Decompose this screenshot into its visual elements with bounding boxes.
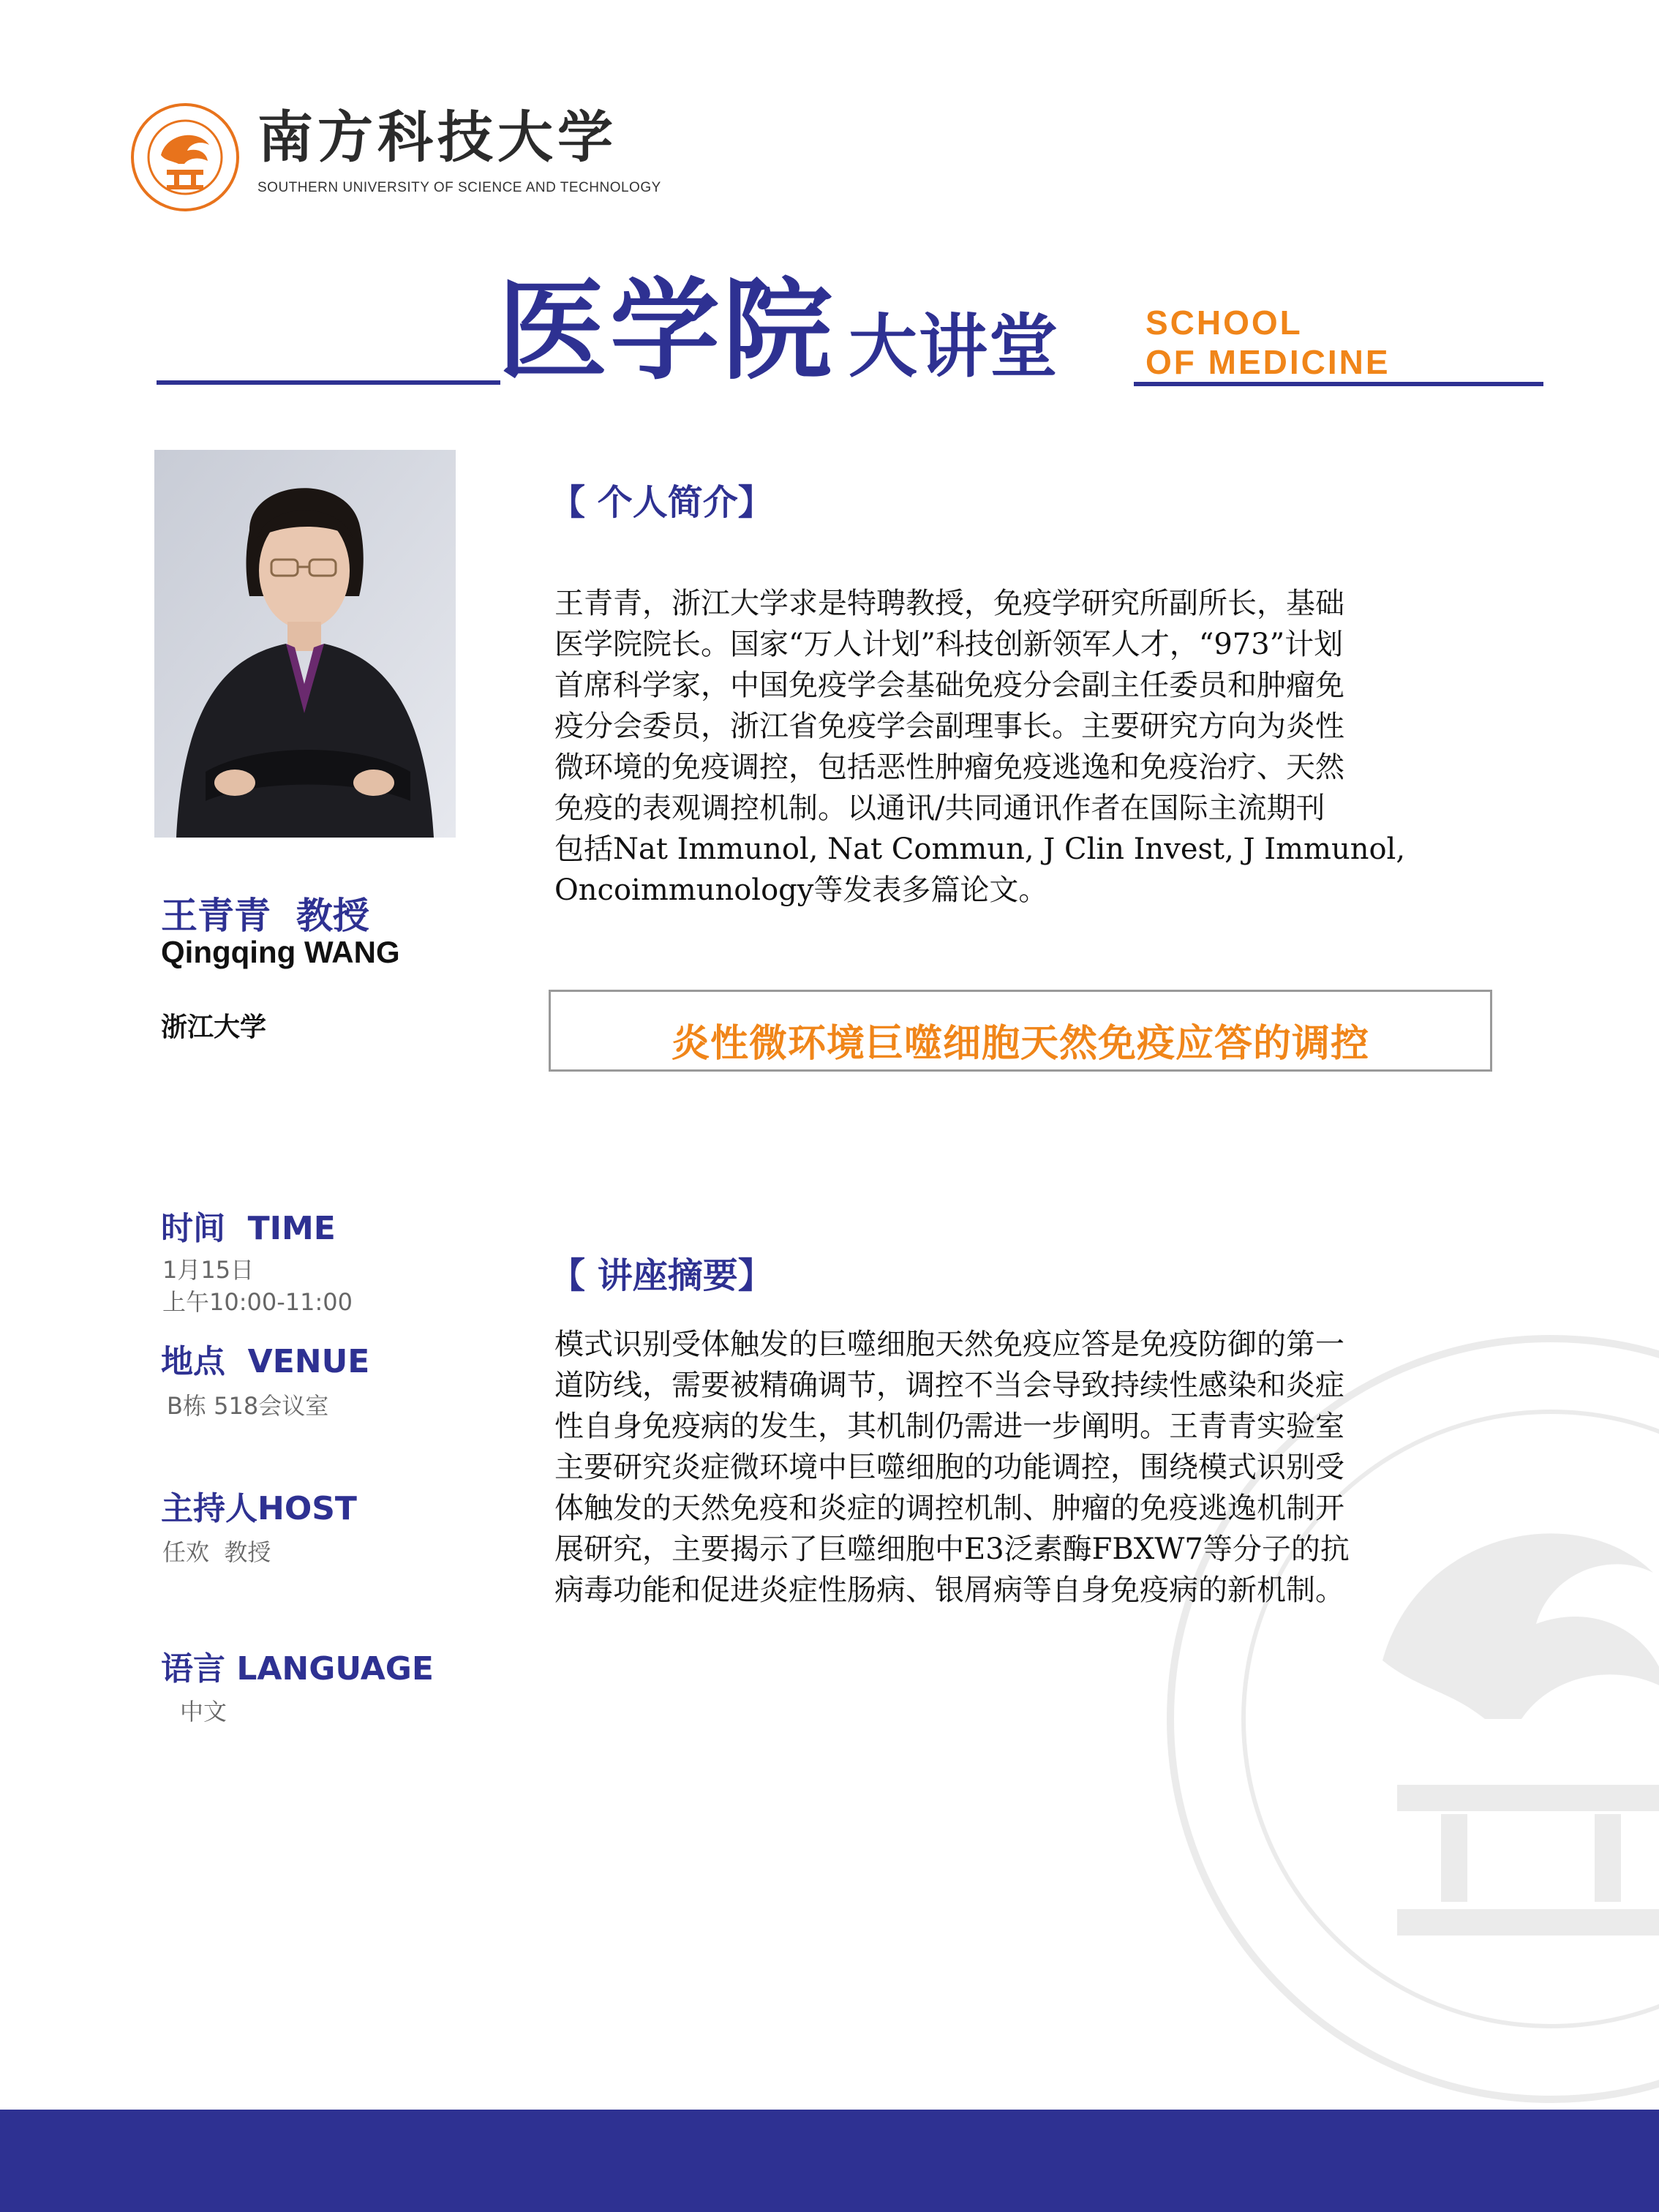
host-label: 主持人HOST: [161, 1490, 357, 1527]
speaker-name-cn: 王青青 教授: [161, 895, 369, 937]
bio-line: 免疫的表观调控机制。以通讯/共同通讯作者在国际主流期刊: [554, 791, 1325, 825]
language-label: 语言 LANGUAGE: [161, 1650, 434, 1688]
time-label: 时间 TIME: [161, 1210, 336, 1247]
abstract-line: 模式识别受体触发的巨噬细胞天然免疫应答是免疫防御的第一: [554, 1328, 1344, 1361]
header-rule-right: [1134, 382, 1543, 386]
abstract-text: [554, 1324, 1513, 1611]
lecture-title-box: [549, 990, 1492, 1072]
time-date: 1月15日: [162, 1256, 255, 1284]
speaker-affiliation: 浙江大学: [161, 1012, 267, 1042]
bio-line: Oncoimmunology等发表多篇论文。: [554, 873, 1048, 907]
abstract-line: 展研究，主要揭示了巨噬细胞中E3泛素酶FBXW7等分子的抗: [554, 1532, 1350, 1566]
speaker-name-en: Qingqing WANG: [161, 935, 400, 969]
venue-value: B栋 518会议室: [167, 1392, 329, 1420]
bio-line: 首席科学家，中国免疫学会基础免疫分会副主任委员和肿瘤免: [554, 669, 1344, 702]
bio-heading: 【 个人简介】: [550, 482, 773, 523]
host-value: 任欢 教授: [162, 1538, 271, 1566]
abstract-line: 道防线，需要被精确调节，调控不当会导致持续性感染和炎症: [554, 1369, 1344, 1402]
abstract-line: 病毒功能和促进炎症性肠病、银屑病等自身免疫病的新机制。: [554, 1573, 1344, 1607]
university-name-cn: 南方科技大学: [257, 105, 617, 170]
language-value: 中文: [180, 1698, 227, 1726]
footer-bar: [0, 2110, 1659, 2212]
bio-line: 包括Nat Immunol, Nat Commun, J Clin Invest, J Immunol,: [554, 832, 1406, 866]
school-en-line1: SCHOOL: [1146, 304, 1303, 342]
bio-line: 微环境的免疫调控，包括恶性肿瘤免疫逃逸和免疫治疗、天然: [554, 750, 1344, 784]
school-en-line2: OF MEDICINE: [1146, 343, 1391, 381]
bio-text: [554, 583, 1505, 911]
abstract-line: 体触发的天然免疫和炎症的调控机制、肿瘤的免疫逃逸机制开: [554, 1491, 1344, 1525]
bio-line: 医学院院长。国家“万人计划”科技创新领军人才，“973”计划: [554, 628, 1344, 661]
speaker-photo: [154, 450, 456, 838]
header-rule-left: [157, 380, 500, 385]
time-range: 上午10:00-11:00: [162, 1288, 353, 1316]
bio-line: 疫分会委员，浙江省免疫学会副理事长。主要研究方向为炎性: [554, 710, 1344, 743]
venue-label: 地点 VENUE: [161, 1343, 370, 1380]
header-title-main: 医学院: [497, 268, 836, 395]
header-title-sub: 大讲堂: [849, 307, 1060, 387]
university-emblem-icon: [130, 102, 240, 212]
abstract-line: 主要研究炎症微环境中巨噬细胞的功能调控，围绕模式识别受: [554, 1451, 1344, 1484]
abstract-heading: 【 讲座摘要】: [550, 1255, 773, 1296]
bio-line: 王青青，浙江大学求是特聘教授，免疫学研究所副所长，基础: [554, 587, 1344, 620]
abstract-line: 性自身免疫病的发生，其机制仍需进一步阐明。王青青实验室: [554, 1410, 1344, 1443]
lecture-title: 炎性微环境巨噬细胞天然免疫应答的调控: [671, 1022, 1369, 1066]
university-name-en: SOUTHERN UNIVERSITY OF SCIENCE AND TECHNOLOGY: [257, 180, 661, 195]
